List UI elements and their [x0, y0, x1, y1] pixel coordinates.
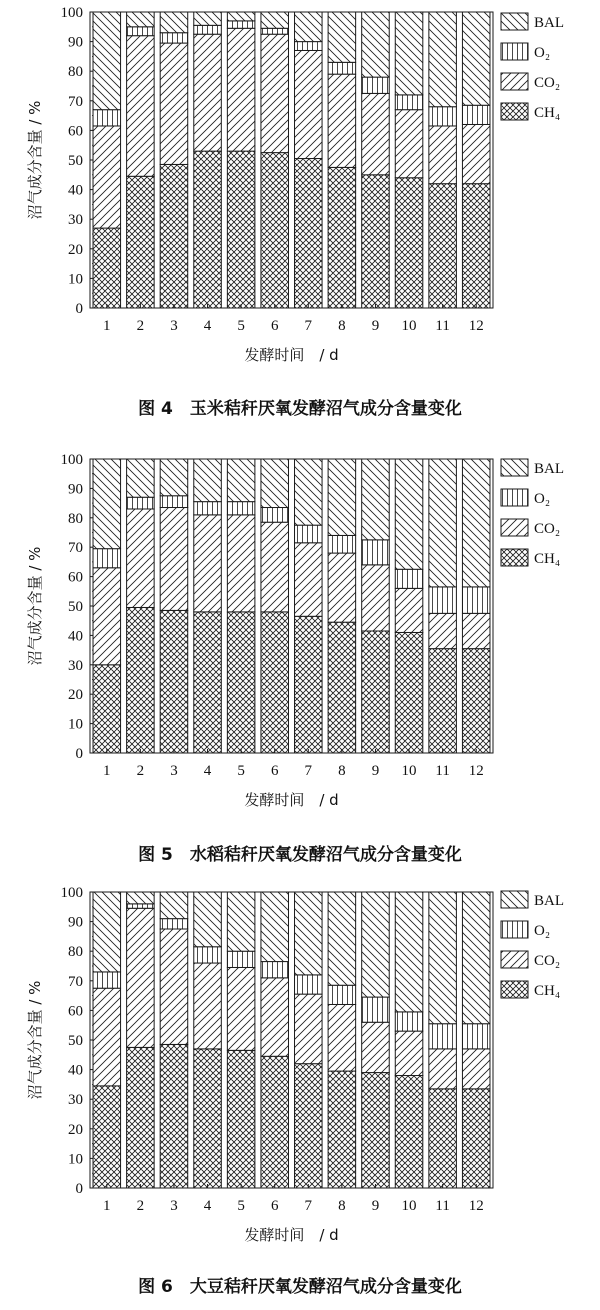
bar-segment	[429, 892, 457, 1024]
bar-segment	[395, 95, 423, 110]
bar-segment	[127, 908, 155, 1047]
bar-segment	[429, 1049, 457, 1089]
x-tick-label: 6	[270, 1198, 279, 1214]
bar-segment	[462, 12, 490, 105]
bar-segment	[194, 892, 222, 947]
bar-segment	[429, 1089, 457, 1188]
x-tick-label: 4	[203, 318, 212, 334]
bar-segment	[194, 1049, 222, 1188]
bar-segment	[194, 459, 222, 502]
y-tick-label: 90	[68, 481, 83, 498]
bar-segment	[395, 1031, 423, 1075]
bar-segment	[328, 1004, 356, 1071]
y-tick-label: 10	[68, 1151, 83, 1168]
x-tick-label: 3	[170, 318, 178, 334]
bar-segment	[194, 963, 222, 1049]
bar-segment	[462, 184, 490, 308]
x-tick-label: 10	[401, 318, 417, 334]
y-axis-label: 沼气成分含量 / %	[26, 546, 44, 666]
bar-segment	[328, 167, 356, 308]
bar-segment	[93, 549, 121, 568]
y-tick-label: 80	[68, 510, 83, 527]
bar-segment	[462, 124, 490, 183]
bar-segment	[362, 459, 390, 540]
bar-segment	[127, 904, 155, 908]
figure-5-caption: 图 5 水稻秸秆厌氧发酵沼气成分含量变化	[138, 845, 462, 865]
y-tick-label: 30	[68, 657, 83, 674]
bar-segment	[362, 565, 390, 631]
legend-swatch	[501, 43, 528, 60]
bar-segment	[93, 665, 121, 753]
bar-segment	[227, 28, 255, 151]
bar-segment	[160, 610, 188, 753]
y-tick-label: 90	[68, 914, 83, 931]
x-tick-label: 12	[468, 318, 484, 334]
bar-segment	[462, 459, 490, 587]
bar-segment	[227, 12, 255, 21]
bar-segment	[127, 27, 155, 36]
bar-segment	[328, 622, 356, 753]
bar-segment	[395, 1012, 423, 1031]
bar-segment	[328, 74, 356, 167]
y-tick-label: 60	[68, 1003, 83, 1020]
chart-6-svg	[0, 878, 600, 1310]
x-tick-label: 11	[435, 1198, 450, 1214]
y-tick-label: 80	[68, 944, 83, 961]
x-tick-label: 5	[237, 763, 245, 779]
bar-segment	[194, 515, 222, 612]
x-tick-label: 12	[468, 1198, 484, 1214]
bar-segment	[261, 522, 289, 612]
legend-swatch	[501, 951, 528, 968]
bar-segment	[328, 985, 356, 1004]
legend-label: CH₄	[534, 551, 561, 567]
bar-segment	[429, 107, 457, 126]
bar-segment	[295, 50, 323, 158]
bar-segment	[194, 151, 222, 308]
bar-segment	[362, 540, 390, 565]
bar-segment	[127, 1047, 155, 1188]
bar-segment	[227, 892, 255, 951]
bar-segment	[93, 972, 121, 988]
bar-segment	[362, 93, 390, 174]
bar-segment	[93, 1086, 121, 1188]
legend-label: BAL	[534, 893, 564, 909]
x-tick-label: 11	[435, 763, 450, 779]
bar-segment	[227, 459, 255, 502]
bar-segment	[93, 459, 121, 549]
x-tick-label: 1	[103, 763, 111, 779]
y-tick-label: 70	[68, 973, 83, 990]
y-tick-label: 10	[68, 716, 83, 733]
bar-segment	[227, 21, 255, 28]
bar-segment	[395, 110, 423, 178]
bar-segment	[395, 588, 423, 632]
bar-segment	[127, 892, 155, 904]
bar-segment	[362, 892, 390, 997]
x-tick-label: 8	[338, 1198, 346, 1214]
bar-segment	[395, 178, 423, 308]
legend-label: O₂	[534, 45, 551, 61]
bar-segment	[295, 975, 323, 994]
x-axis-label: 发酵时间 / d	[244, 346, 339, 364]
x-tick-label: 2	[136, 318, 145, 334]
bar-segment	[194, 12, 222, 25]
bar-segment	[160, 1044, 188, 1188]
bar-segment	[160, 929, 188, 1044]
legend-swatch	[501, 73, 528, 90]
bar-segment	[429, 12, 457, 107]
bar-segment	[295, 543, 323, 617]
bar-segment	[429, 459, 457, 587]
legend-swatch	[501, 549, 528, 566]
bar-segment	[160, 43, 188, 164]
x-tick-label: 4	[203, 763, 212, 779]
bar-segment	[160, 496, 188, 508]
bar-segment	[194, 502, 222, 515]
bar-segment	[395, 12, 423, 95]
bar-segment	[295, 994, 323, 1064]
y-tick-label: 60	[68, 123, 83, 140]
bar-segment	[127, 176, 155, 308]
bar-segment	[261, 28, 289, 34]
bar-segment	[462, 892, 490, 1024]
y-tick-label: 90	[68, 34, 83, 51]
bar-segment	[227, 1050, 255, 1188]
y-tick-label: 30	[68, 1092, 83, 1109]
bar-segment	[127, 459, 155, 497]
bar-segment	[295, 42, 323, 51]
y-axis-label: 沼气成分含量 / %	[26, 980, 44, 1100]
bar-segment	[227, 502, 255, 515]
legend-swatch	[501, 13, 528, 30]
bar-segment	[295, 525, 323, 543]
bar-segment	[261, 508, 289, 523]
bar-segment	[261, 34, 289, 152]
bar-segment	[362, 631, 390, 753]
y-tick-label: 40	[68, 1062, 83, 1079]
bar-segment	[328, 535, 356, 553]
x-tick-label: 7	[304, 763, 313, 779]
x-tick-label: 1	[103, 1198, 111, 1214]
x-tick-label: 5	[237, 318, 245, 334]
bar-segment	[395, 632, 423, 753]
x-tick-label: 12	[468, 763, 484, 779]
y-tick-label: 60	[68, 569, 83, 586]
bar-segment	[395, 459, 423, 569]
x-axis-label: 发酵时间 / d	[244, 1226, 339, 1244]
x-tick-label: 8	[338, 318, 346, 334]
bar-segment	[93, 228, 121, 308]
bar-segment	[328, 459, 356, 535]
legend-swatch	[501, 459, 528, 476]
bar-segment	[227, 151, 255, 308]
bar-segment	[362, 175, 390, 308]
bar-segment	[127, 509, 155, 607]
x-tick-label: 3	[170, 763, 178, 779]
y-tick-label: 80	[68, 64, 83, 81]
y-tick-label: 70	[68, 93, 83, 110]
x-tick-label: 4	[203, 1198, 212, 1214]
bar-segment	[462, 1024, 490, 1049]
figure-6-caption: 图 6 大豆秸秆厌氧发酵沼气成分含量变化	[138, 1277, 462, 1297]
bar-segment	[194, 25, 222, 34]
bar-segment	[395, 569, 423, 588]
bar-segment	[227, 515, 255, 612]
legend-label: O₂	[534, 923, 551, 939]
legend-label: O₂	[534, 491, 551, 507]
bar-segment	[227, 612, 255, 753]
bar-segment	[328, 12, 356, 62]
bar-segment	[160, 33, 188, 43]
y-axis-label: 沼气成分含量 / %	[26, 100, 44, 220]
x-tick-label: 2	[136, 763, 145, 779]
bar-segment	[328, 892, 356, 985]
bar-segment	[261, 1056, 289, 1188]
bar-segment	[462, 649, 490, 753]
bar-segment	[362, 77, 390, 93]
legend-label: CO₂	[534, 521, 561, 537]
legend-label: CH₄	[534, 105, 561, 121]
y-tick-label: 0	[75, 746, 83, 762]
bar-segment	[227, 951, 255, 967]
y-tick-label: 100	[60, 5, 83, 21]
bar-segment	[429, 184, 457, 308]
bar-segment	[429, 1024, 457, 1049]
x-tick-label: 5	[237, 1198, 245, 1214]
bar-segment	[395, 1076, 423, 1188]
legend-label: BAL	[534, 461, 564, 477]
bar-segment	[127, 607, 155, 753]
y-tick-label: 20	[68, 687, 83, 704]
legend-label: BAL	[534, 15, 564, 31]
bar-segment	[462, 1089, 490, 1188]
legend-label: CO₂	[534, 75, 561, 91]
figure-6	[0, 878, 600, 1310]
x-tick-label: 9	[371, 318, 380, 334]
x-tick-label: 1	[103, 318, 111, 334]
legend-swatch	[501, 519, 528, 536]
y-tick-label: 0	[75, 301, 83, 317]
bar-segment	[462, 613, 490, 648]
y-tick-label: 100	[60, 885, 83, 901]
y-tick-label: 40	[68, 182, 83, 199]
x-tick-label: 2	[136, 1198, 145, 1214]
bar-segment	[127, 497, 155, 509]
bar-segment	[429, 126, 457, 184]
bar-segment	[93, 12, 121, 110]
bar-segment	[261, 892, 289, 962]
bar-segment	[261, 459, 289, 508]
bar-segment	[160, 892, 188, 919]
bar-segment	[328, 553, 356, 622]
bar-segment	[127, 36, 155, 177]
y-tick-label: 30	[68, 212, 83, 229]
bar-segment	[295, 616, 323, 753]
bar-segment	[261, 153, 289, 308]
bar-segment	[328, 1071, 356, 1188]
x-tick-label: 6	[270, 318, 279, 334]
bar-segment	[295, 159, 323, 308]
bar-segment	[462, 587, 490, 613]
legend-swatch	[501, 489, 528, 506]
y-tick-label: 40	[68, 628, 83, 645]
bar-segment	[295, 1064, 323, 1188]
bar-segment	[429, 587, 457, 613]
bar-segment	[93, 892, 121, 972]
x-tick-label: 9	[371, 1198, 380, 1214]
bar-segment	[395, 892, 423, 1012]
x-tick-label: 10	[401, 763, 417, 779]
x-axis-label: 发酵时间 / d	[244, 791, 339, 809]
bar-segment	[462, 1049, 490, 1089]
bar-segment	[160, 12, 188, 33]
legend-label: CH₄	[534, 983, 561, 999]
bar-segment	[127, 12, 155, 27]
y-tick-label: 50	[68, 1033, 83, 1049]
bar-segment	[93, 568, 121, 665]
bar-segment	[462, 105, 490, 124]
y-tick-label: 10	[68, 271, 83, 288]
legend-label: CO₂	[534, 953, 561, 969]
bar-segment	[93, 126, 121, 228]
y-tick-label: 100	[60, 452, 83, 468]
bar-segment	[160, 164, 188, 308]
bar-segment	[362, 12, 390, 77]
y-tick-label: 50	[68, 599, 83, 615]
chart-4-svg	[0, 0, 600, 432]
bar-segment	[295, 892, 323, 975]
bar-segment	[227, 967, 255, 1050]
bar-segment	[160, 919, 188, 929]
bar-segment	[93, 110, 121, 126]
bar-segment	[295, 12, 323, 42]
bar-segment	[429, 649, 457, 753]
y-tick-label: 50	[68, 153, 83, 169]
x-tick-label: 9	[371, 763, 380, 779]
y-tick-label: 70	[68, 540, 83, 557]
figure-5	[0, 444, 600, 876]
x-tick-label: 3	[170, 1198, 178, 1214]
x-tick-label: 7	[304, 318, 313, 334]
bar-segment	[261, 978, 289, 1056]
bar-segment	[194, 34, 222, 151]
figure-4-caption: 图 4 玉米秸秆厌氧发酵沼气成分含量变化	[138, 399, 462, 419]
legend-swatch	[501, 981, 528, 998]
x-tick-label: 6	[270, 763, 279, 779]
bar-segment	[362, 997, 390, 1022]
x-tick-label: 8	[338, 763, 346, 779]
bar-segment	[160, 459, 188, 496]
y-tick-label: 0	[75, 1181, 83, 1197]
legend-swatch	[501, 891, 528, 908]
bar-segment	[261, 962, 289, 978]
bar-segment	[93, 988, 121, 1086]
chart-5-svg	[0, 444, 600, 876]
x-tick-label: 10	[401, 1198, 417, 1214]
figure-4	[0, 0, 600, 432]
bar-segment	[328, 62, 356, 74]
legend-swatch	[501, 921, 528, 938]
y-tick-label: 20	[68, 1121, 83, 1138]
y-tick-label: 20	[68, 241, 83, 258]
bar-segment	[295, 459, 323, 525]
bar-segment	[429, 613, 457, 648]
bar-segment	[362, 1073, 390, 1188]
legend-swatch	[501, 103, 528, 120]
bar-segment	[194, 612, 222, 753]
bar-segment	[261, 12, 289, 28]
x-tick-label: 7	[304, 1198, 313, 1214]
bar-segment	[362, 1022, 390, 1072]
bar-segment	[160, 508, 188, 611]
bar-segment	[194, 947, 222, 963]
bar-segment	[261, 612, 289, 753]
x-tick-label: 11	[435, 318, 450, 334]
